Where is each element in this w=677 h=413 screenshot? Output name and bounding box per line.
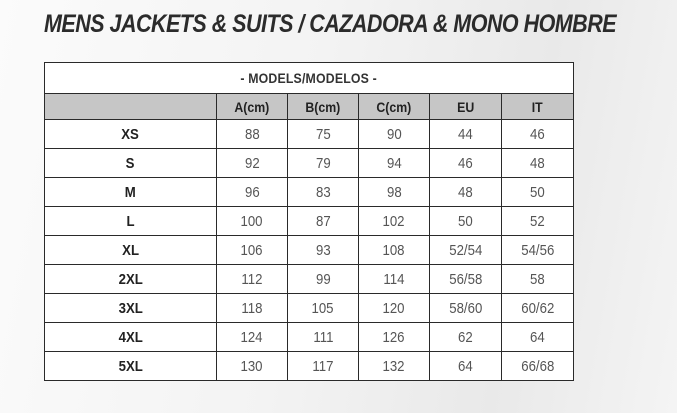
- size-label: 4XL: [45, 323, 217, 352]
- table-cell: 66/68: [502, 352, 574, 381]
- table-cell: 92: [217, 149, 288, 178]
- table-cell: 56/58: [430, 265, 502, 294]
- table-cell: 50: [502, 178, 574, 207]
- table-row: [45, 120, 574, 149]
- page-title: MENS JACKETS & SUITS / CAZADORA & MONO HOMBRE: [44, 10, 617, 38]
- size-label: 5XL: [45, 352, 217, 381]
- table-cell: 60/62: [502, 294, 574, 323]
- table-cell: 100: [217, 207, 288, 236]
- table-cell: 118: [217, 294, 288, 323]
- table-cell: 132: [359, 352, 430, 381]
- table-cell: 117: [288, 352, 359, 381]
- table-cell: 58: [502, 265, 574, 294]
- table-cell: 44: [430, 120, 502, 149]
- table-cell: 48: [502, 149, 574, 178]
- table-cell: 108: [359, 236, 430, 265]
- table-row: [45, 207, 574, 236]
- column-header: C(cm): [359, 94, 430, 120]
- column-header: A(cm): [217, 94, 288, 120]
- size-chart-table: [44, 62, 574, 381]
- table-cell: 93: [288, 236, 359, 265]
- table-cell: 106: [217, 236, 288, 265]
- models-group-header: - MODELS/MODELOS -: [45, 63, 574, 94]
- table-cell: 130: [217, 352, 288, 381]
- table-cell: 94: [359, 149, 430, 178]
- table-row: [45, 236, 574, 265]
- table-row: [45, 149, 574, 178]
- column-header: EU: [430, 94, 502, 120]
- table-cell: 58/60: [430, 294, 502, 323]
- table-row: [45, 178, 574, 207]
- table-cell: 54/56: [502, 236, 574, 265]
- table-cell: 98: [359, 178, 430, 207]
- table-cell: 64: [502, 323, 574, 352]
- table-cell: 102: [359, 207, 430, 236]
- table-cell: 64: [430, 352, 502, 381]
- table-cell: 75: [288, 120, 359, 149]
- column-header-row: [45, 94, 574, 120]
- table-row: [45, 352, 574, 381]
- table-cell: 46: [430, 149, 502, 178]
- size-label: M: [45, 178, 217, 207]
- table-cell: 90: [359, 120, 430, 149]
- size-label: L: [45, 207, 217, 236]
- table-cell: 88: [217, 120, 288, 149]
- column-header: B(cm): [288, 94, 359, 120]
- size-label: S: [45, 149, 217, 178]
- table-cell: 87: [288, 207, 359, 236]
- table-cell: 111: [288, 323, 359, 352]
- table-cell: 46: [502, 120, 574, 149]
- table-cell: 50: [430, 207, 502, 236]
- table-cell: 52: [502, 207, 574, 236]
- size-label: XS: [45, 120, 217, 149]
- table-cell: 52/54: [430, 236, 502, 265]
- table-cell: 62: [430, 323, 502, 352]
- table-cell: 120: [359, 294, 430, 323]
- table-cell: 112: [217, 265, 288, 294]
- size-label: 2XL: [45, 265, 217, 294]
- table-row: [45, 265, 574, 294]
- table-cell: 105: [288, 294, 359, 323]
- corner-header-cell: [45, 94, 217, 120]
- table-cell: 126: [359, 323, 430, 352]
- table-row: [45, 294, 574, 323]
- table-cell: 83: [288, 178, 359, 207]
- table-cell: 124: [217, 323, 288, 352]
- column-header: IT: [502, 94, 574, 120]
- size-label: 3XL: [45, 294, 217, 323]
- table-cell: 96: [217, 178, 288, 207]
- size-label: XL: [45, 236, 217, 265]
- table-cell: 114: [359, 265, 430, 294]
- table-cell: 48: [430, 178, 502, 207]
- table-row: [45, 323, 574, 352]
- table-cell: 79: [288, 149, 359, 178]
- table-cell: 99: [288, 265, 359, 294]
